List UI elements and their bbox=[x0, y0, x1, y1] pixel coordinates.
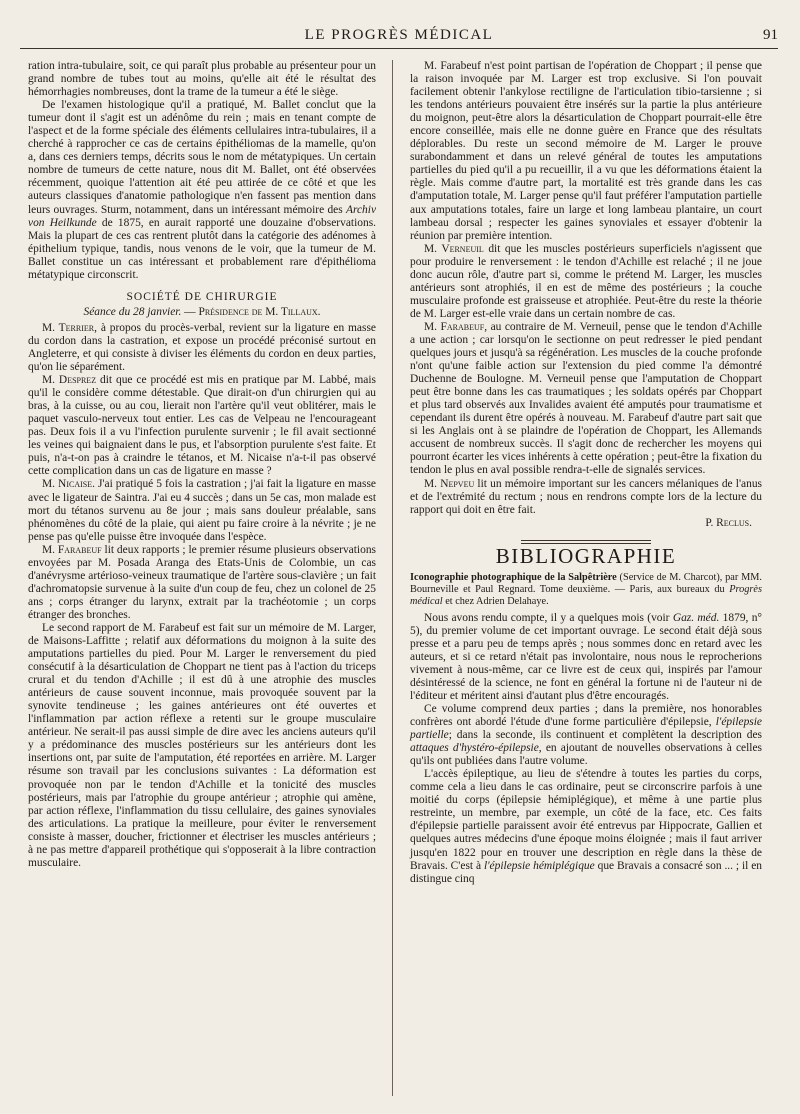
running-header bbox=[20, 27, 778, 49]
speaker-name: M. Nicaise. bbox=[42, 478, 95, 491]
journal-title: LE PROGRÈS MÉDICAL bbox=[304, 27, 494, 43]
text: à propos du procès-verbal, revient sur la ligature en masse du cordon dans la castration, et expose un procédé préconisé surtout en Angleterre, et qui consiste à diviser les éléments du cordon en deux parties, qu'on lie séparément. bbox=[28, 321, 376, 374]
paragraph bbox=[410, 612, 762, 703]
header-rule bbox=[20, 48, 778, 49]
bibliography-heading: BIBLIOGRAPHIE bbox=[495, 543, 677, 568]
book-title: Iconographie photographique de la Salpêtrière bbox=[410, 571, 617, 583]
text: que Bravais a consacré son ... ; il en distingue cinq bbox=[410, 859, 763, 885]
paragraph bbox=[410, 321, 762, 478]
text: Nous avons rendu compte, il y a quelques mois (voir bbox=[424, 611, 670, 624]
text: dit que ce procédé est mis en pratique par M. Labbé, mais qu'il le considère comme détestable. Que dirait-on d'un chirurgien qui au bras, à la cuisse, ou au cou, lierait non l'artère qu'il veut oblitérer, mais le paquet vasculo-nerveux tout entier. Les cas de Velpeau ne l'encourageant pas. Deux fois il a vu l'infection purulente survenir ; le fil avait sectionné les veines qui baignaient dans le pus, et l'absorption purulente s'est faite. Et puis, n'a-t-on pas à craindre le tétanos, et M. Nicaise n'a-t-il pas observé cette complication dans un cas de ligature en masse ? bbox=[28, 374, 377, 478]
left-column bbox=[28, 60, 376, 870]
seance-date: Séance du 28 janvier. bbox=[83, 305, 182, 318]
text: J'ai pratiqué 5 fois la castration ; j'ai fait la ligature en masse avec le ligateur de Saintra. J'ai eu 4 succès ; dans un 5e cas, mon malade est mort du tétanos survenu au 8e jour ; mais sans douleur préalable, sans phénomènes du côté de la plaie, qui aient pu faire croire à la névrite ; je ne pense pas qu'elle puisse être invoquée dans l'espèce. bbox=[28, 478, 376, 543]
emphasis: l'épilepsie hémiplégique bbox=[483, 859, 595, 872]
emphasis: attaques d'hystéro-épilepsie, bbox=[410, 742, 542, 755]
text: et chez Adrien Delahaye. bbox=[445, 595, 549, 607]
paragraph bbox=[410, 768, 762, 885]
text: (Service de M. Charcot), par MM. Bourneville et Paul Regnard. Tome deuxième. — Paris, aux bureaux du bbox=[410, 571, 762, 595]
paragraph: Le second rapport de M. Farabeuf est fait sur un mémoire de M. Larger, de Maisons-Laffitte ; relatif aux déformations du moignon à la suite des amputations partielles du pied. Pour M. Larger le renversement du pied consécutif à la désarticulation de Choppart ne tient pas à l'action du triceps crural et du tendon d'Achille ; il est dû à une atrophie des muscles antérieurs de cause souvent inconnue, mais provoquée souvent par la synovite tendineuse ; les gaines antérieures ont été ouvertes et l'inflammation par action réflexe a retenti sur le groupe musculaire antérieur. Ne serait-il pas aussi simple de dire avec les anciens auteurs qu'il y a prédominance des muscles postérieurs sur les antérieurs dont les insertions ont, par suite de l'amputation, été reportées en arrière. M. Larger résume son travail par les conclusions suivantes : La déformation est provoquée non par le tendon d'Achille et la tonicité des muscles postérieurs, mais par l'atrophie du groupe antérieur ; atrophie qui amène, par action réflexe, l'inflammation du tissu cellulaire, des gaines synoviales des articulations. La pratique la meilleure, pour éviter le renversement consiste à masser, doucher, frictionner et électriser les muscles antérieurs ; à ne pas mettre d'appareil prothétique qui s'opposerait à la libre contraction musculaire. bbox=[28, 621, 376, 869]
speaker-name: M. Desprez bbox=[42, 374, 97, 387]
speaker-name: M. Terrier, bbox=[42, 321, 97, 334]
text: de 1875, en aurait rapporté une douzaine d'observations. Mais la plupart de ces cas rentrent plutôt dans la catégorie des adénomes à épithelium typique, tandis, nous venons de le voir, que la tumeur de M. Ballet constitue un cas intéressant et probablement rare d'épithélioma métatypique circonscrit. bbox=[28, 216, 377, 281]
reference: Gaz. méd. bbox=[672, 611, 720, 624]
speaker-name: M. Verneuil bbox=[424, 242, 484, 255]
page-number: 91 bbox=[763, 27, 778, 43]
text: Ce volume comprend deux parties ; dans la première, nos honorables confrères ont abordé l'étude d'une forme particulière d'épilepsie, bbox=[410, 703, 762, 729]
author-signature: P. Reclus. bbox=[705, 516, 752, 529]
emphasis: l'épilepsie partielle bbox=[410, 716, 763, 742]
text: lit un mémoire important sur les cancers mélaniques de l'anus et de l'extrémité du rectum ; nous en rendrons compte lors de la lecture du rapport qui doit en être fait. bbox=[410, 477, 762, 516]
paragraph: M. Farabeuf n'est point partisan de l'opération de Choppart ; il pense que la raison invoquée par M. Larger est trop exclusive. Si l'on pouvait facilement obtenir l'ankylose rectiligne de l'articulation tibio-tarsienne ; si les tendons antérieurs pouvaient être insérés sur la partie la plus antérieure du moignon, peut-être alors la désarticulation de Choppart pourrait-elle être encore conseillée, mais elle ne donne guère en France que des résultats déplorables. Du reste un second mémoire de M. Larger le prouve surabondamment et dans un relevé général de toutes les amputations partielles du pied qu'il a pu recueillir, il a vu que les déformations étaient la règle. Mais comme d'autre part, la mortalité est très grande dans les cas d'amputation totale, M. Larger pense qu'il faut préférer l'amputation partielle aux amputations totales, faire un large et long lambeau plantaire, un court lambeau dorsal ; respecter les gaines synoviales et essayer d'obtenir la réunion par première intention. bbox=[410, 60, 762, 242]
section-heading: SOCIÉTÉ DE CHIRURGIE bbox=[126, 290, 278, 303]
speaker-name: M. Farabeuf, bbox=[424, 320, 488, 333]
text: 1879, n° 5), du premier volume de cet important ouvrage. Le second était déjà sous presse et a paru peu de temps après ; nous sommes donc en retard avec les auteurs, et si ce retard n'était pas involontaire, nous nous le reprocherions vivement à nous-même, car ce livre est de ceux qui, inspirés par l'amour désintéressé de la science, ne font en général la fortune ni de l'auteur ni de l'éditeur et méritent ainsi d'autant plus d'être encouragés. bbox=[410, 611, 762, 702]
text: ; dans la seconde, ils continuent et complètent la description des bbox=[448, 729, 762, 742]
paragraph: ration intra-tubulaire, soit, ce qui paraît plus probable au présenteur pour un grand nombre de tubes tout au moins, qu'elle ait été le résultat des hémorrhagies nombreuses, dont la trame de la tumeur a été le siège. bbox=[28, 60, 376, 99]
book-reference bbox=[410, 572, 762, 608]
speaker-name: M. Farabeuf bbox=[42, 543, 102, 556]
paragraph bbox=[28, 544, 376, 622]
text: De l'examen histologique qu'il a pratiqué, M. Ballet conclut que la tumeur dont il s'agit est un adénôme du rein ; mais en tenant compte de l'aspect et de la forme spéciale des éléments cellulaires intra-tubulaires, il a cherché à rapprocher ce cas de certains épithéliomas de la mamelle, qu'on a, dans ces derniers temps, décrits sous le nom de métatypiques. Un certain nombre de tumeurs de cette nature, nous dit M. Ballet, ont été observées récemment, quoique l'attention ait été peu attirée de ce côté et que les auteurs classiques d'anatomie pathologique n'en fassent pas mention dans leurs ouvrages. Sturm, notamment, dans un intéressant mémoire des bbox=[28, 99, 376, 216]
journal-name: Progrès médical bbox=[410, 583, 763, 607]
paragraph bbox=[410, 243, 762, 321]
text: dit que les muscles postérieurs superficiels n'agissent que pour produire le renversement : le tendon d'Achille est relaché ; il ne joue donc aucun rôle, d'autre part si, comme le prétend M. Larger, les muscles antérieurs sont atrophiés, il en est de même des postérieurs ; la couche musculaire profonde est graisseuse et atrophiée. Peut-être du reste la théorie de M. Larger est-elle vraie dans un certain nombre de cas. bbox=[410, 242, 762, 320]
paragraph bbox=[410, 478, 762, 517]
text: au contraire de M. Verneuil, pense que le tendon d'Achille a une action ; car lorsqu'on le sectionne on peut redresser le pied pendant quelques jours et jusqu'à sa régénération. Les muscles de la couche profonde n'ont qu'une faible action sur l'extension du pied comme l'a démontré Duchenne de Boulogne. M. Verneuil pense que l'amputation de Choppart peut être bonne dans les cas traumatiques ; les soldats opérés par Choppart et plus tard observés aux Invalides avaient été amputés pour traumatisme et cependant ils durent être opérés à nouveau. M. Farabeuf d'autre part sait que si les Anglais ont à se plaindre de l'opération de Choppart, les Allemands accusent de nombreux succès. Il s'agit donc de rechercher les moyens qui pourront écarter les vices inhérents à cette opération ; peut-être la fixation du tendon le plus en aval possible rendra-t-elle de signalés services. bbox=[410, 320, 763, 477]
paragraph bbox=[28, 322, 376, 374]
paragraph bbox=[410, 703, 762, 768]
text: en ajoutant de nouvelles observations à celles qu'ils ont publiées dans l'autre volume. bbox=[410, 742, 762, 768]
text: lit deux rapports ; le premier résume plusieurs observations envoyées par M. Posada Aranga des Etats-Unis de Colombie, un cas d'anévrysme artérioso-veineux traumatique de l'artère sous-clavière ; un fait d'achromatopsie survenue à la suite d'un coup de feu, chez un colonel de 25 ans ; corps étranger du larynx, extrait par la trachéotomie ; un corps étranger des bronches. bbox=[28, 543, 376, 621]
text: L'accès épileptique, au lieu de s'étendre à toutes les parties du corps, comme cela a lieu dans le cas ordinaire, peut se circonscrire parfois à une moitié du corps (épilepsie hémiplégique), et même à une partie plus restreinte, un membre, par exemple, un côté de la face, etc. Ces faits d'épilepsie partielle paraissent avoir été entrevus par Hippocrate, Gallien et quelques autres médecins d'une époque moins éloignée ; mais il faut arriver jusqu'en 1822 pour en trouver une description en règle dans la thèse de Bravais. C'est à bbox=[410, 768, 762, 872]
seance-presidence: — Présidence de M. Tillaux. bbox=[184, 305, 321, 318]
paragraph bbox=[28, 478, 376, 543]
section-separator bbox=[410, 535, 762, 541]
paragraph bbox=[28, 374, 376, 478]
seance-line bbox=[28, 306, 376, 319]
column-divider bbox=[392, 60, 393, 1096]
right-column bbox=[410, 60, 762, 886]
speaker-name: M. Nepveu bbox=[424, 477, 475, 490]
paragraph bbox=[28, 99, 376, 282]
archive-title: Archiv von Heilkunde bbox=[28, 203, 377, 229]
